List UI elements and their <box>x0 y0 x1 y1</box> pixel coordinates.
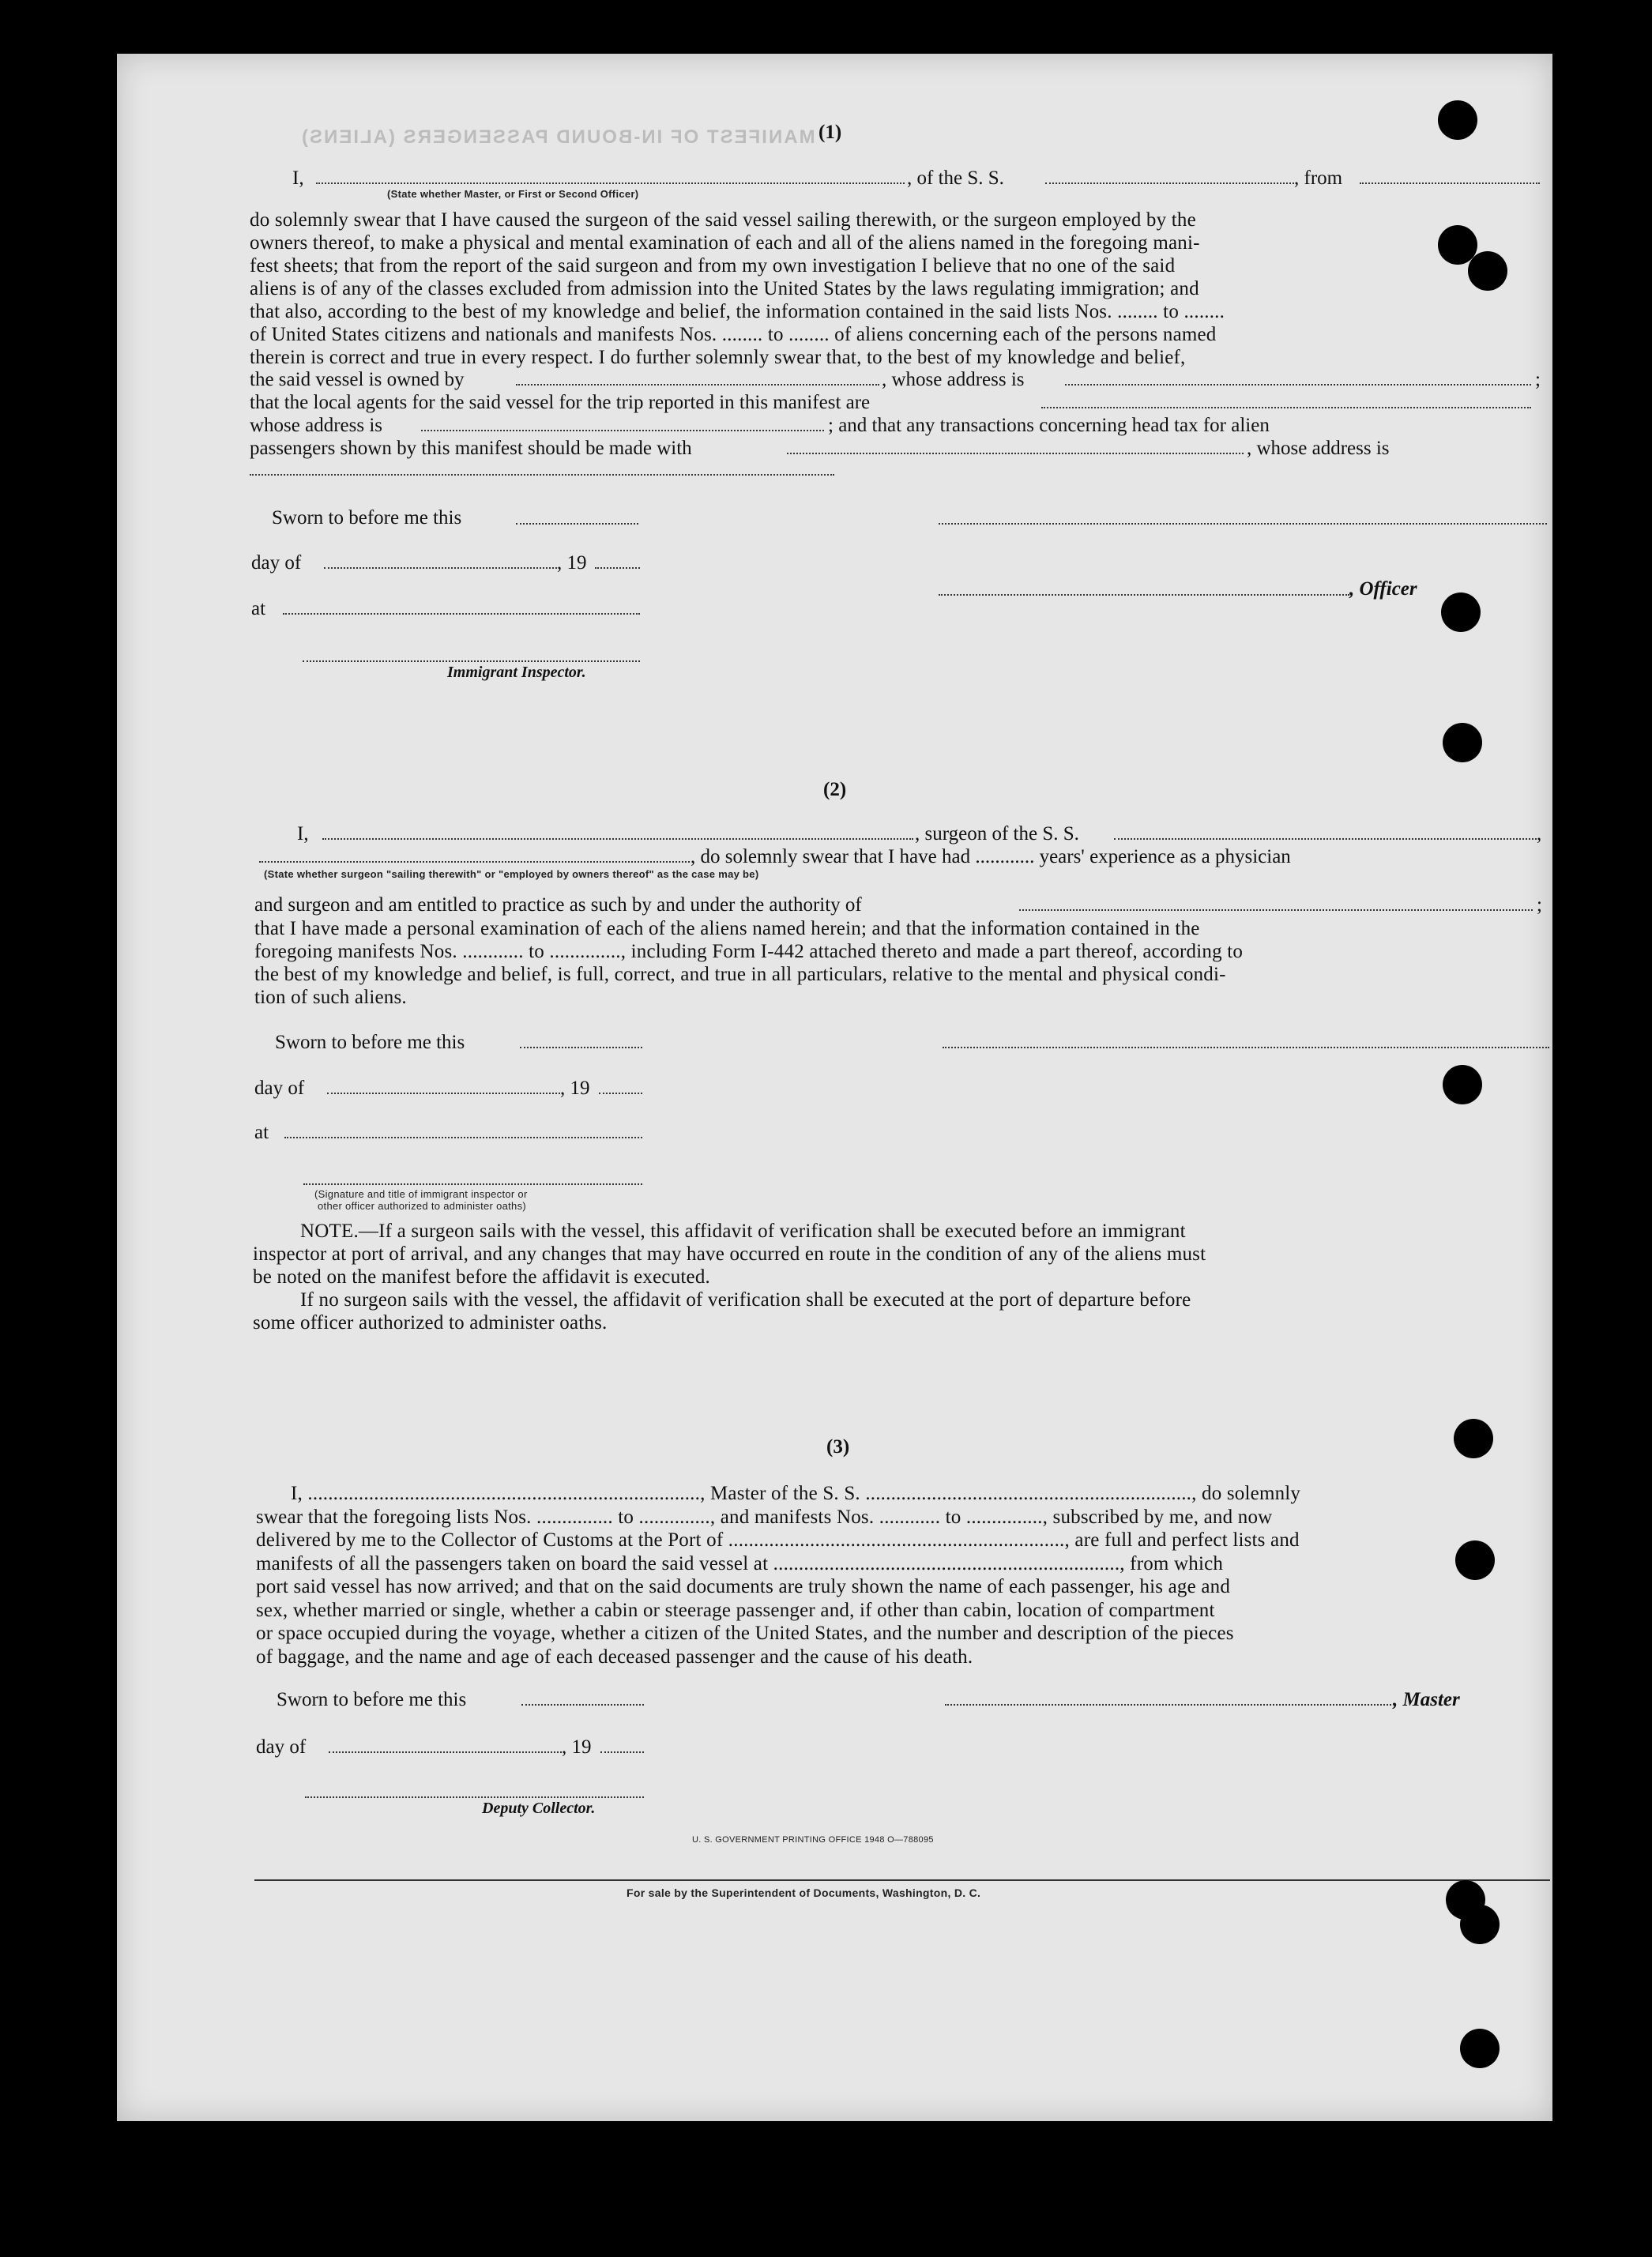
s3-body-line: or space occupied during the voyage, whether a citizen of the United States, and the number and description of the pieces <box>256 1623 1234 1644</box>
s1-inspector-signature-line[interactable] <box>303 660 640 662</box>
s3-body-line: swear that the foregoing lists Nos. ............... to .............., and manifests Nos. ............ to ..............., subscribed by me, and now <box>256 1506 1273 1528</box>
s3-body-line: I, ............................................................................., Master of the S. S. ................................................................, do solemnly <box>291 1483 1301 1504</box>
s2-note <box>253 1220 1549 1334</box>
s3-year-field[interactable] <box>600 1751 644 1753</box>
s3-master-signature-line[interactable] <box>945 1704 1391 1706</box>
s2-surgeon-type-field[interactable] <box>259 861 690 863</box>
s1-officer-label: , Officer <box>1349 578 1417 600</box>
s1-agent-address-label: whose address is <box>250 415 383 436</box>
s1-day-of-label: day of <box>251 552 302 574</box>
punch-hole <box>1438 100 1477 140</box>
comma: , <box>1537 823 1542 844</box>
s2-note-line: be noted on the manifest before the affidavit is executed. <box>253 1266 710 1288</box>
sale-notice: For sale by the Superintendent of Documents, Washington, D. C. <box>627 1886 981 1899</box>
s2-sworn-label: Sworn to before me this <box>275 1032 465 1053</box>
s2-body-line: the best of my knowledge and belief, is full, correct, and true in all particulars, relative to the mental and physical condi- <box>254 964 1226 985</box>
s1-passengers-address-label: , whose address is <box>1247 438 1390 459</box>
section-3-number: (3) <box>826 1436 850 1458</box>
punch-hole <box>1455 1540 1495 1580</box>
s1-of-ss-label: , of the S. S. <box>907 167 1004 189</box>
s3-day-of-field[interactable] <box>329 1751 562 1753</box>
s2-at-field[interactable] <box>284 1137 642 1138</box>
s2-at-label: at <box>254 1122 269 1143</box>
s3-collector-signature-line[interactable] <box>305 1796 644 1798</box>
s2-sig-caption-1: (Signature and title of immigrant inspector or <box>314 1188 528 1200</box>
s3-body-line: port said vessel has now arrived; and that on the said documents are truly shown the name of each passenger, his age and <box>256 1576 1231 1597</box>
s2-surgeon-of-label: , surgeon of the S. S. <box>915 823 1079 844</box>
gpo-imprint: U. S. GOVERNMENT PRINTING OFFICE 1948 O—788095 <box>692 1835 934 1845</box>
punch-hole <box>1454 1419 1493 1458</box>
s1-passengers-label: passengers shown by this manifest should be made with <box>250 438 692 459</box>
s2-year-label: , 19 <box>560 1078 590 1099</box>
s2-body-line: that I have made a personal examination of each of the aliens named herein; and that the information contained in the <box>254 918 1200 939</box>
s2-authority-label: and surgeon and am entitled to practice as such by and under the authority of <box>254 894 862 916</box>
s3-body-line: sex, whether married or single, whether a cabin or steerage passenger and, if other than cabin, location of compartment <box>256 1599 1215 1621</box>
s3-body-line: of baggage, and the name and age of each deceased passenger and the cause of his death. <box>256 1646 973 1668</box>
semicolon: ; <box>1537 894 1542 916</box>
s1-i-label: I, <box>292 167 304 189</box>
s1-owned-by-label: the said vessel is owned by <box>250 369 465 390</box>
s1-body-line: fest sheets; that from the report of the said surgeon and from my own investigation I believe that no one of the said <box>250 255 1176 276</box>
s3-day-of-label: day of <box>256 1736 307 1758</box>
document-page <box>117 54 1552 2121</box>
s2-inspector-signature-line[interactable] <box>303 1183 642 1185</box>
s1-body-line: aliens is of any of the classes excluded from admission into the United States by the laws regulating immigration; and <box>250 278 1199 299</box>
s3-master-label: , Master <box>1393 1689 1460 1710</box>
s1-body-line: owners thereof, to make a physical and mental examination of each and all of the aliens named in the foregoing mani- <box>250 232 1200 254</box>
semicolon: ; <box>1535 369 1541 390</box>
s2-authority-field[interactable] <box>1019 909 1533 911</box>
s2-body-line: foregoing manifests Nos. ............ to .............., including Form I-442 attached thereto and made a part thereof, according to <box>254 941 1244 962</box>
s1-at-label: at <box>251 598 266 619</box>
s1-passengers-address-field[interactable] <box>250 474 834 476</box>
s1-from-field[interactable] <box>1360 182 1540 184</box>
s1-head-tax-agent-field[interactable] <box>787 453 1244 454</box>
punch-hole <box>1443 723 1482 762</box>
s2-note-line: NOTE.—If a surgeon sails with the vessel, this affidavit of verification shall be executed before an immigrant <box>300 1221 1186 1242</box>
s3-body <box>256 1482 1552 1668</box>
s1-sworn-label: Sworn to before me this <box>272 507 462 529</box>
s2-surgeon-name-field[interactable] <box>322 838 913 840</box>
s2-note-line: If no surgeon sails with the vessel, the affidavit of verification shall be executed at the port of departure before <box>300 1289 1191 1311</box>
s1-officer-signature-line[interactable] <box>939 523 1547 525</box>
s2-body <box>254 917 1547 1009</box>
footer-rule <box>254 1879 1550 1881</box>
s2-surgeon-caption: (State whether surgeon "sailing therewith" or "employed by owners thereof" as the case may be) <box>264 868 759 880</box>
s2-day-of-field[interactable] <box>327 1093 560 1094</box>
s3-sworn-label: Sworn to before me this <box>277 1689 467 1710</box>
s2-sig-caption-2: other officer authorized to administer oaths) <box>318 1200 527 1212</box>
punch-hole <box>1443 1065 1482 1104</box>
s3-body-line: manifests of all the passengers taken on board the said vessel at ...................................................................., from which <box>256 1552 1224 1574</box>
s3-year-label: , 19 <box>562 1736 592 1758</box>
s3-body-line: delivered by me to the Collector of Customs at the Port of .................................................................., are full and perfect lists and <box>256 1529 1300 1551</box>
s1-owner-address-field[interactable] <box>1065 384 1531 386</box>
punch-hole <box>1468 251 1507 291</box>
s2-day-of-label: day of <box>254 1078 305 1099</box>
s2-note-line: some officer authorized to administer oaths. <box>253 1312 608 1334</box>
s2-i-label: I, <box>297 823 309 844</box>
s1-year-label: , 19 <box>557 552 587 574</box>
s1-body-line: that also, according to the best of my knowledge and belief, the information contained in the said lists Nos. ........ to ........ <box>250 301 1225 322</box>
section-2-number: (2) <box>823 779 847 800</box>
section-1-number: (1) <box>818 122 842 143</box>
s1-day-of-field[interactable] <box>324 567 557 569</box>
s1-officer-field[interactable] <box>316 182 905 184</box>
s3-collector-label: Deputy Collector. <box>482 1800 596 1817</box>
s1-agent-address-field[interactable] <box>421 430 824 431</box>
s1-local-agents-label: that the local agents for the said vessel for the trip reported in this manifest are <box>250 392 871 413</box>
s1-head-tax-label: ; and that any transactions concerning head tax for alien <box>828 415 1270 436</box>
s1-body <box>250 209 1545 369</box>
s1-local-agents-field[interactable] <box>1041 407 1531 408</box>
s1-owner-field[interactable] <box>516 384 879 386</box>
s1-owner-address-label: , whose address is <box>882 369 1025 390</box>
s2-experience-label: , do solemnly swear that I have had ............ years' experience as a physician <box>691 846 1291 867</box>
punch-hole <box>1460 2029 1500 2068</box>
s1-body-line: do solemnly swear that I have caused the surgeon of the said vessel sailing therewith, or the surgeon employed by the <box>250 209 1196 231</box>
s1-from-label: , from <box>1294 167 1343 189</box>
s1-ship-field[interactable] <box>1045 182 1294 184</box>
s1-sworn-date-field[interactable] <box>516 523 638 525</box>
s2-ship-field[interactable] <box>1114 838 1537 840</box>
s1-at-field[interactable] <box>283 613 640 615</box>
s1-body-line: of United States citizens and nationals and manifests Nos. ........ to ........ of aliens concerning each of the persons named <box>250 324 1217 345</box>
s3-sworn-date-field[interactable] <box>521 1704 644 1706</box>
s1-officer-caption: (State whether Master, or First or Second Officer) <box>387 188 639 200</box>
s2-note-line: inspector at port of arrival, and any changes that may have occurred en route in the condition of any of the aliens must <box>253 1243 1206 1265</box>
s2-body-line: tion of such aliens. <box>254 987 407 1008</box>
s2-surgeon-signature-line[interactable] <box>943 1047 1549 1048</box>
s2-sworn-date-field[interactable] <box>520 1047 642 1048</box>
punch-hole <box>1441 592 1481 632</box>
s1-body-line: therein is correct and true in every respect. I do further solemnly swear that, to the best of my knowledge and belief, <box>250 347 1186 368</box>
punch-hole <box>1460 1905 1500 1944</box>
bleed-through-header: MANIFEST OF IN-BOUND PASSENGERS (ALIENS) <box>300 126 815 148</box>
s1-officer-name-line[interactable] <box>939 594 1349 596</box>
s2-year-field[interactable] <box>599 1093 642 1094</box>
s1-inspector-label: Immigrant Inspector. <box>447 664 586 681</box>
s1-year-field[interactable] <box>595 567 640 569</box>
